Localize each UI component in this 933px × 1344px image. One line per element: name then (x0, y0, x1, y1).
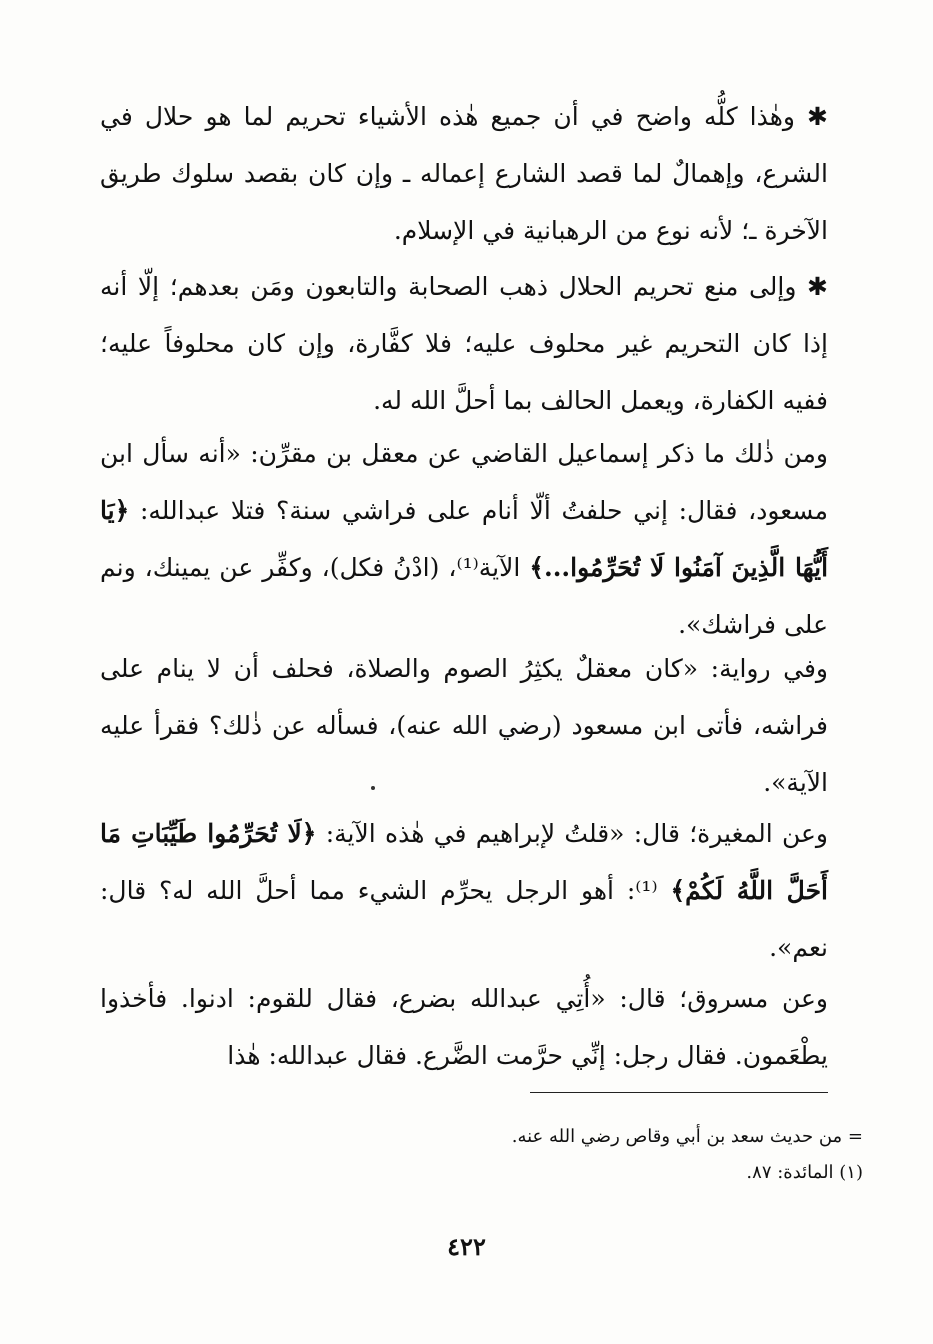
paragraph-6 (100, 970, 828, 1084)
footnote-1: (١) المائدة: ٨٧. (746, 1162, 863, 1183)
print-speck (371, 786, 375, 790)
paragraph-5 (100, 805, 828, 976)
paragraph-5-text-a: وعن المغيرة؛ قال: «قلتُ لإبراهيم في هٰذه الآية: (325, 819, 828, 848)
paragraph-3-text-b: الآية⁽¹⁾، (ادْنُ فكل)، وكفِّر عن يمينك، ونم على فراشك». (100, 553, 828, 639)
paragraph-3-text (100, 425, 828, 653)
paragraph-5-text-b: ⁽¹⁾: أهو الرجل يحرِّم الشيء مما أحلَّ الله له؟ قال: نعم». (100, 876, 828, 962)
footnote-separator (530, 1092, 828, 1093)
quran-verse-2: ﴿لَا تُحَرِّمُوا طَيِّبَاتِ مَا أَحَلَّ اللَّهُ لَكُمْ﴾ (100, 819, 828, 905)
paragraph-3-text-a: ومن ذٰلك ما ذكر إسماعيل القاضي عن معقل بن مقرِّن: «أنه سأل ابن مسعود، فقال: إني حلفتُ ألّا أنام على فراشي سنة؟ فتلا عبدالله: (100, 439, 828, 525)
page-number: ٤٢٢ (447, 1232, 486, 1261)
paragraph-2 (100, 258, 828, 429)
paragraph-3 (100, 425, 828, 653)
paragraph-1-text: ✱ وهٰذا كلُّه واضح في أن جميع هٰذه الأشياء تحريم لما هو حلال في الشرع، وإهمالٌ لما قصد الشارع إعماله ـ وإن كان بقصد سلوك طريق الآخرة ـ؛ لأنه نوع من الرهبانية في الإسلام. (100, 102, 828, 245)
paragraph-4 (100, 640, 828, 811)
paragraph-5-text (100, 805, 828, 976)
quran-verse-1: ﴿يَا أَيُّهَا الَّذِينَ آمَنُوا لَا تُحَرِّمُوا...﴾ (100, 496, 829, 582)
paragraph-6-text: وعن مسروق؛ قال: «أُتِي عبدالله بضرع، فقال للقوم: ادنوا. فأخذوا يطْعَمون. فقال رجل: إنِّي حرَّمت الضَّرع. فقال عبدالله: هٰذا (100, 984, 828, 1070)
paragraph-1 (100, 88, 828, 259)
paragraph-4-text: وفي رواية: «كان معقلٌ يكثِرُ الصوم والصلاة، فحلف أن لا ينام على فراشه، فأتى ابن مسعود (رضي الله عنه)، فسأله عن ذٰلك؟ فقرأ عليه الآية». (100, 654, 828, 797)
paragraph-2-text: ✱ وإلى منع تحريم الحلال ذهب الصحابة والتابعون ومَن بعدهم؛ إلّا أنه إذا كان التحريم غير محلوف عليه؛ فلا كفَّارة، وإن كان محلوفاً عليه؛ ففيه الكفارة، ويعمل الحالف بما أحلَّ الله له. (100, 272, 828, 415)
footnote-continuation: = من حديث سعد بن أبي وقاص رضي الله عنه. (511, 1126, 863, 1147)
